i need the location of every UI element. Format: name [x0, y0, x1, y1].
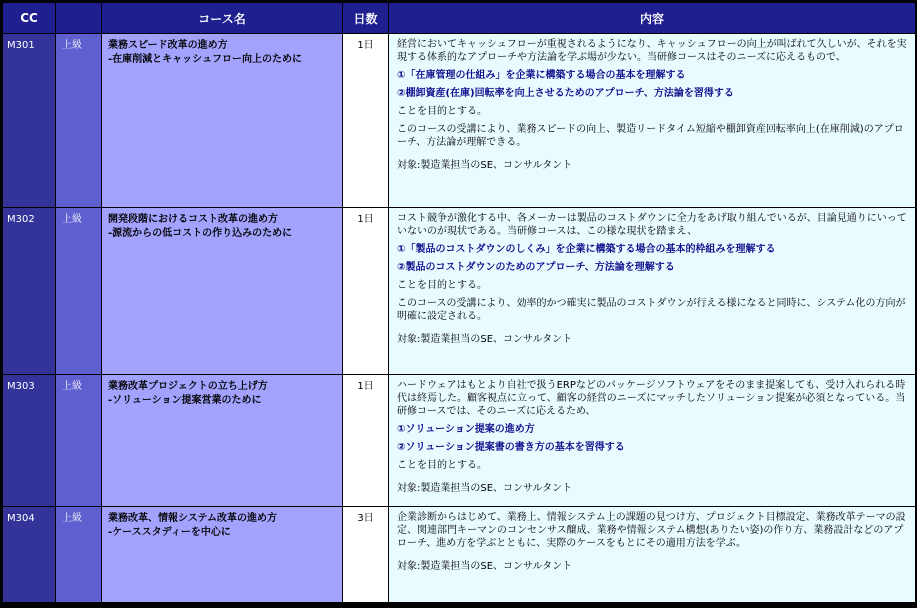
content-goal-2: ②棚卸資産(在庫)回転率を向上させるためのアプローチ、方法論を習得する [397, 88, 734, 99]
course-days: 1日 [343, 375, 388, 506]
content-goal-1: ①ソリューション提案の進め方 [397, 424, 535, 435]
header-cc: CC [3, 3, 55, 33]
table-row [3, 34, 915, 207]
course-code: M301 [3, 34, 55, 207]
content-purpose: ことを目的とする。 [397, 106, 487, 117]
course-content-cell [389, 375, 915, 506]
course-days: 1日 [343, 208, 388, 374]
course-title: 業務スピード改革の進め方 [108, 40, 228, 51]
course-name-cell [102, 375, 342, 506]
content-purpose: ことを目的とする。 [397, 280, 487, 291]
course-title: 業務改革プロジェクトの立ち上げ方 [108, 381, 268, 392]
course-table [2, 2, 916, 603]
content-intro: ハードウェアはもとより自社で扱うERPなどのパッケージソフトウェアをそのまま提案しても、受け入れられる時代は終焉した。顧客視点に立って、顧客の経営のニーズにマッチしたソリューション提案が必須となっている。当研修コースでは、そのニーズに応えるため、 [397, 380, 906, 417]
table-row [3, 507, 915, 602]
course-code: M303 [3, 375, 55, 506]
course-code: M304 [3, 507, 55, 602]
course-level: 上級 [56, 208, 101, 374]
header-course-name: コース名 [102, 3, 342, 33]
course-level: 上級 [56, 375, 101, 506]
course-name-cell [102, 208, 342, 374]
course-days: 1日 [343, 34, 388, 207]
content-target: 対象:製造業担当のSE、コンサルタント [397, 483, 573, 494]
course-name-cell [102, 507, 342, 602]
course-code: M302 [3, 208, 55, 374]
content-goal-1: ①「在庫管理の仕組み」を企業に構築する場合の基本を理解する [397, 70, 686, 81]
content-effect: このコースの受講により、業務スピードの向上、製造リードタイム短縮や棚卸資産回転率向上(在庫削減)のアプローチ、方法論が理解できる。 [397, 124, 904, 148]
content-goal-2: ②製品のコストダウンのためのアプローチ、方法論を理解する [397, 262, 675, 273]
content-target: 対象:製造業担当のSE、コンサルタント [397, 334, 573, 345]
course-level: 上級 [56, 507, 101, 602]
table-row [3, 208, 915, 374]
course-title: 開発段階におけるコスト改革の進め方 [108, 214, 278, 225]
content-target: 対象:製造業担当のSE、コンサルタント [397, 160, 573, 171]
course-content-cell [389, 507, 915, 602]
content-effect: このコースの受講により、効率的かつ確実に製品のコストダウンが行える様になると同時に、システム化の方向が明確に設定される。 [397, 298, 906, 322]
content-target: 対象:製造業担当のSE、コンサルタント [397, 561, 573, 572]
header-content: 内容 [389, 3, 915, 33]
content-intro: 企業診断からはじめて、業務上、情報システム上の課題の見つけ方、プロジェクト目標設定、業務改革テーマの設定、関連部門キーマンのコンセンサス醸成、業務や情報システム構想(ありたい姿)の作り方、業務設計などのアプローチ、進め方を学ぶとともに、実際のケースをもとにその適用方法を学ぶ。 [397, 512, 906, 549]
header-days: 日数 [343, 3, 388, 33]
course-subtitle: -在庫削減とキャッシュフロー向上のために [108, 54, 302, 65]
table-row [3, 375, 915, 506]
content-intro: 経営においてキャッシュフローが重視されるようになり、キャッシュフローの向上が叫ばれて久しいが、それを実現する体系的なアプローチや方法論を学ぶ場が少ない。当研修コースはそのニーズに応えるもので、 [397, 39, 907, 63]
course-content-cell [389, 34, 915, 207]
header-row [3, 3, 915, 33]
content-goal-2: ②ソリューション提案書の書き方の基本を習得する [397, 442, 625, 453]
course-subtitle: -ケーススタディーを中心に [108, 527, 231, 538]
content-goal-1: ①「製品のコストダウンのしくみ」を企業に構築する場合の基本的枠組みを理解する [397, 244, 776, 255]
header-level [56, 3, 101, 33]
course-content-cell [389, 208, 915, 374]
course-days: 3日 [343, 507, 388, 602]
course-title: 業務改革、情報システム改革の進め方 [108, 513, 277, 524]
course-subtitle: -ソリューション提案営業のために [108, 395, 262, 406]
content-intro: コスト競争が激化する中、各メーカーは製品のコストダウンに全力をあげ取り組んでいるが、目論見通りにいっていないのが現状である。当研修コースは、この様な現状を踏まえ、 [397, 213, 907, 237]
course-subtitle: -源流からの低コストの作り込みのために [108, 228, 293, 239]
content-purpose: ことを目的とする。 [397, 460, 487, 471]
course-name-cell [102, 34, 342, 207]
course-level: 上級 [56, 34, 101, 207]
